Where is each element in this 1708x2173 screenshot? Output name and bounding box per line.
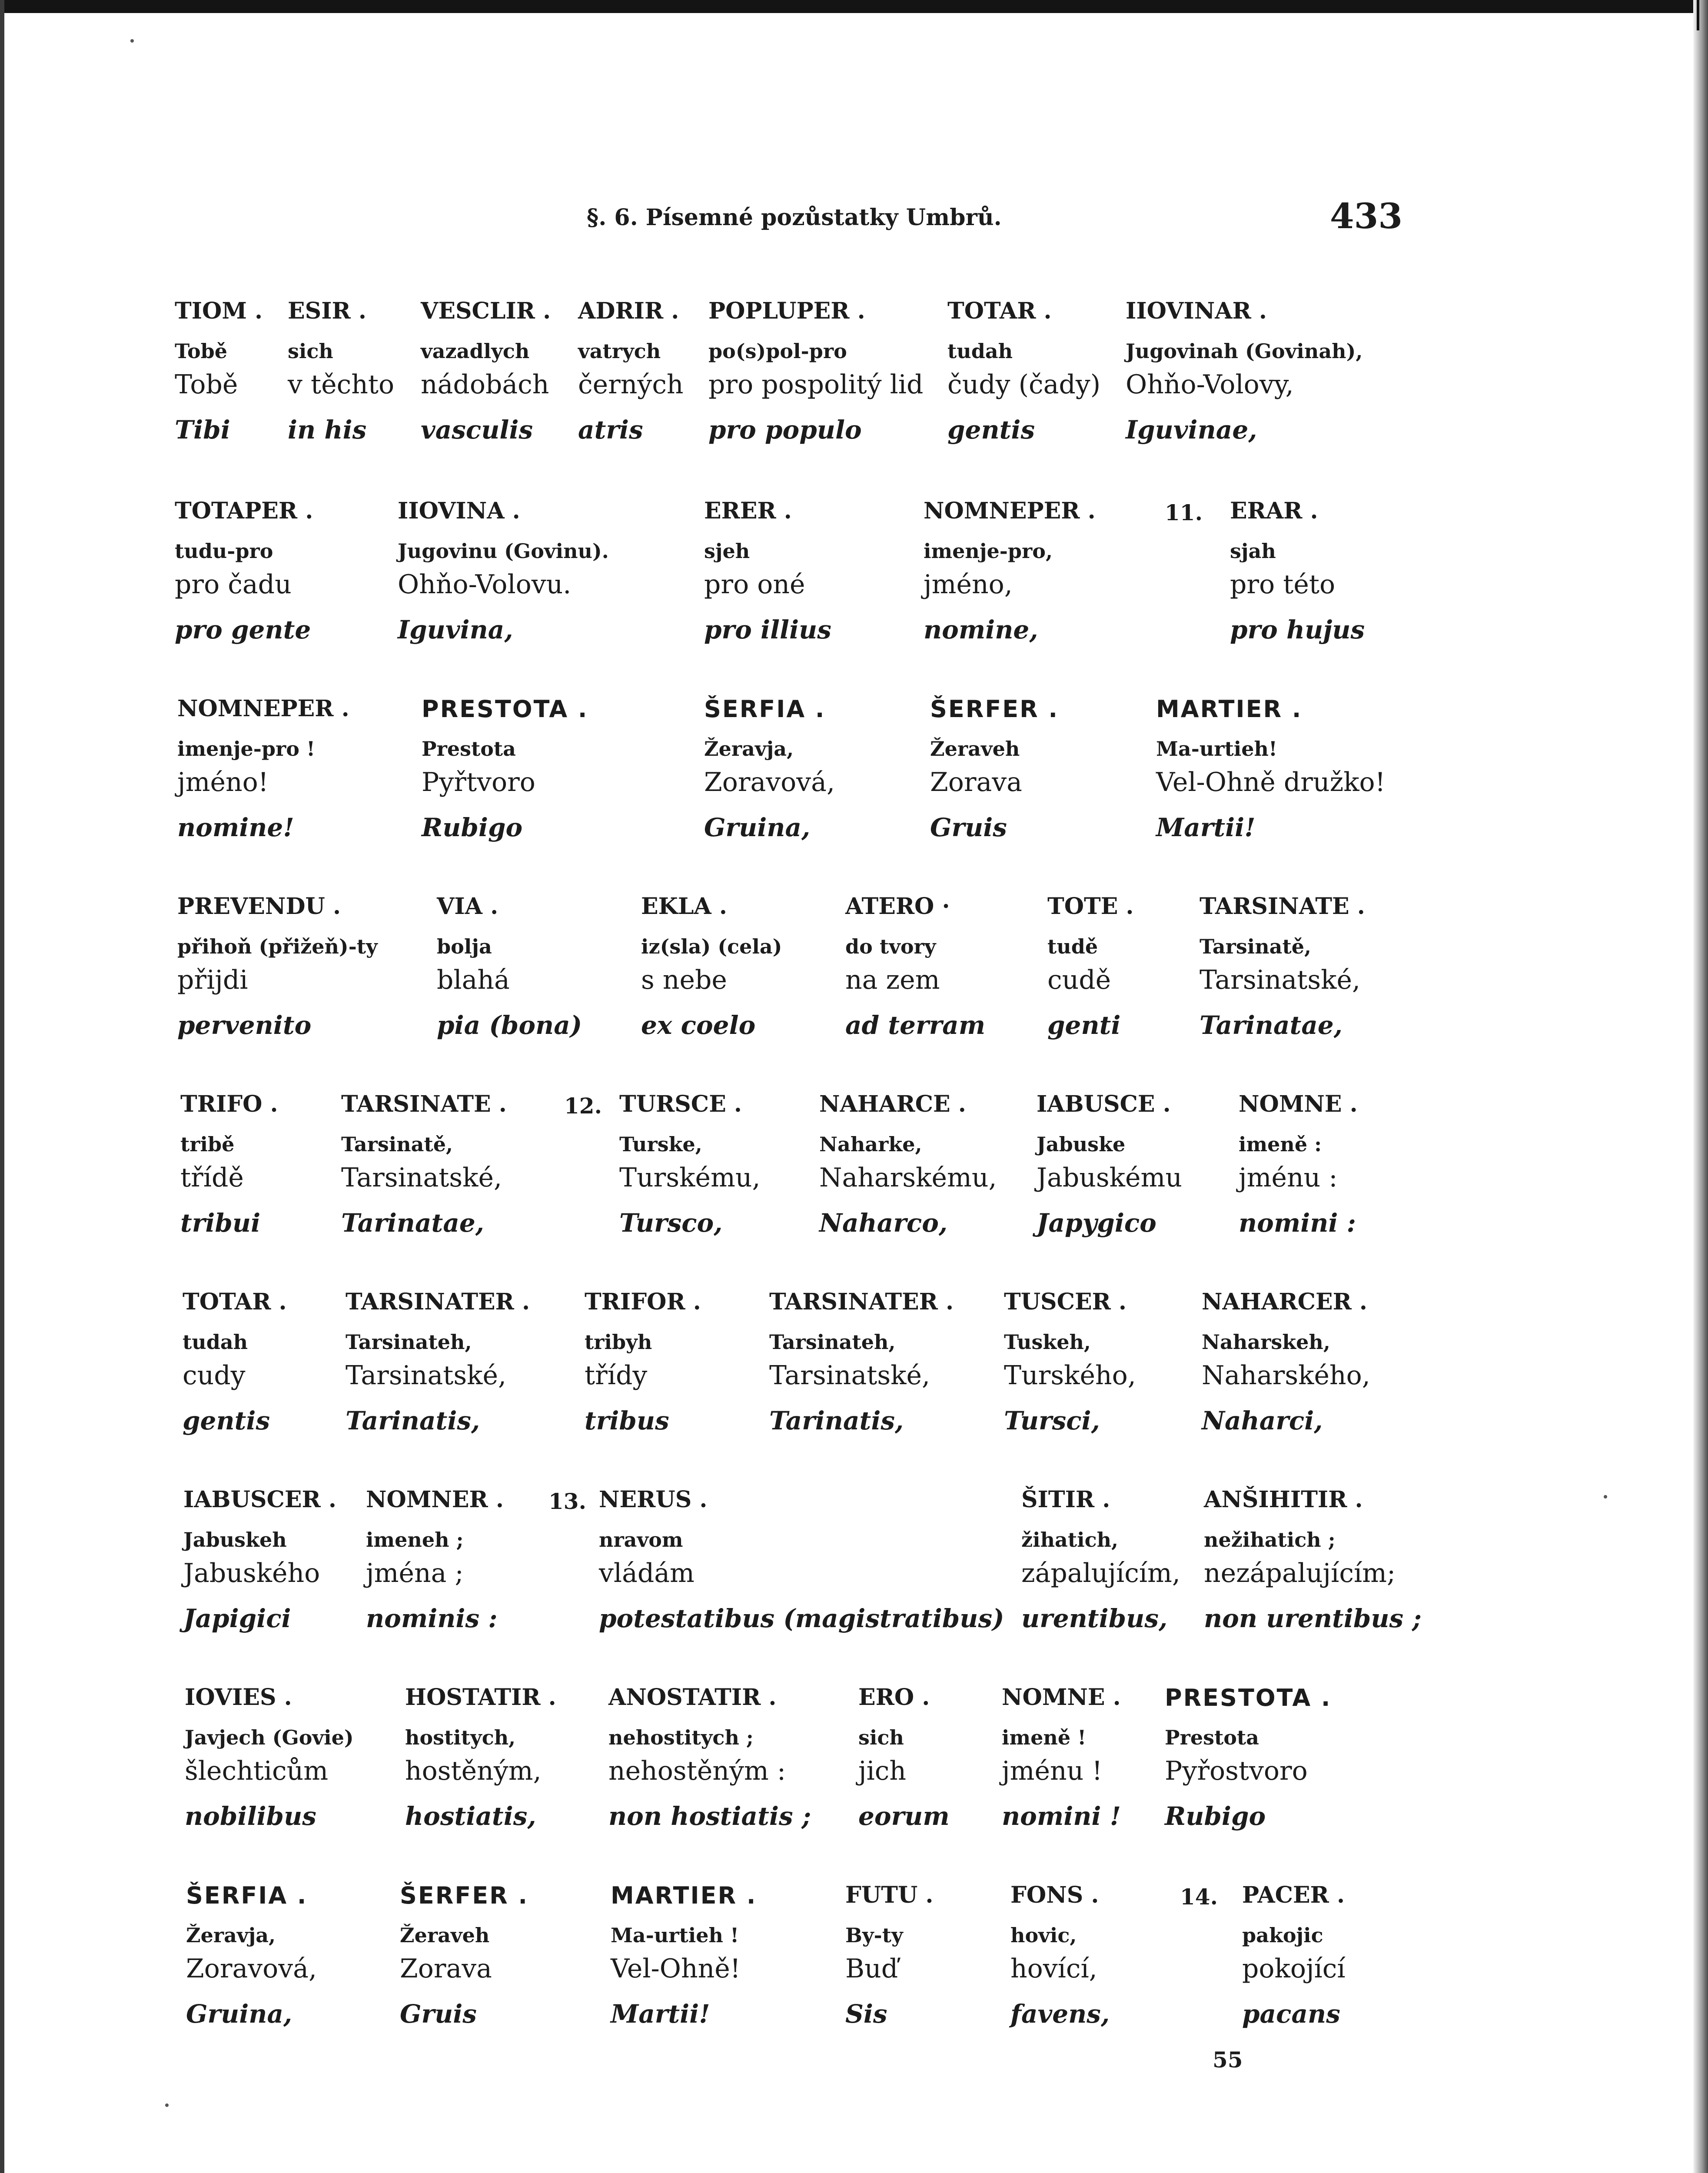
- latin-translation: favens,: [1010, 1999, 1110, 2029]
- czech-translation: hostěným,: [405, 1756, 542, 1786]
- latin-translation: eorum: [858, 1801, 950, 1831]
- phonetic-gloss: Naharskeh,: [1202, 1330, 1330, 1354]
- latin-translation: pro hujus: [1230, 615, 1365, 645]
- umbrian-word: TARSINATE .: [1200, 893, 1365, 920]
- umbrian-word: IIOVINA .: [398, 498, 520, 524]
- umbrian-word: ŠITIR .: [1021, 1486, 1110, 1513]
- umbrian-word: ESIR .: [288, 298, 366, 324]
- latin-translation: Naharci,: [1202, 1406, 1323, 1435]
- czech-translation: Vel-Ohně!: [611, 1954, 741, 1984]
- phonetic-gloss: imeně :: [1239, 1133, 1322, 1156]
- czech-translation: Zoravová,: [704, 767, 835, 797]
- latin-translation: non urentibus ;: [1204, 1604, 1422, 1633]
- latin-translation: nomine,: [924, 615, 1038, 645]
- umbrian-word: TOTAR .: [947, 298, 1052, 324]
- line-number: 14.: [1180, 1884, 1218, 1910]
- umbrian-word: PRESTOTA .: [422, 695, 588, 723]
- czech-translation: Zoravová,: [186, 1954, 317, 1984]
- latin-translation: Tarinatis,: [346, 1406, 480, 1435]
- czech-translation: Jabuskému: [1037, 1163, 1183, 1193]
- latin-translation: Iguvina,: [398, 615, 513, 645]
- phonetic-gloss: přihoň (přižeň)-ty: [177, 935, 378, 958]
- word-group-7: [0, 1484, 1708, 1658]
- czech-translation: Zorava: [930, 767, 1022, 797]
- umbrian-word: MARTIER .: [611, 1882, 757, 1909]
- phonetic-gloss: do tvory: [845, 935, 936, 958]
- czech-translation: Buď: [845, 1954, 898, 1984]
- czech-translation: Jabuského: [183, 1558, 320, 1588]
- czech-translation: zápalujícím,: [1021, 1558, 1180, 1588]
- line-number: 12.: [564, 1093, 602, 1119]
- phonetic-gloss: vatrych: [578, 339, 661, 363]
- czech-translation: pro pospolitý lid: [708, 369, 924, 400]
- czech-translation: jménu !: [1002, 1756, 1103, 1786]
- latin-translation: nobilibus: [185, 1801, 316, 1831]
- czech-translation: blahá: [437, 965, 510, 995]
- latin-translation: genti: [1047, 1010, 1121, 1040]
- word-group-9: [0, 1880, 1708, 2053]
- latin-translation: Tursco,: [619, 1208, 723, 1238]
- latin-translation: nomini !: [1002, 1801, 1121, 1831]
- latin-translation: pro illius: [704, 615, 831, 645]
- czech-translation: Ohňo-Volovu.: [398, 569, 572, 600]
- czech-translation: Pyřtvoro: [422, 767, 535, 797]
- line-number: 11.: [1165, 500, 1203, 525]
- umbrian-word: ATERO ·: [845, 893, 950, 920]
- latin-translation: nominis :: [366, 1604, 498, 1633]
- latin-translation: Tarinatae,: [1200, 1010, 1342, 1040]
- latin-translation: nomini :: [1239, 1208, 1356, 1238]
- phonetic-gloss: po(s)pol-pro: [708, 339, 847, 363]
- latin-translation: Japigici: [183, 1604, 291, 1633]
- phonetic-gloss: hostitych,: [405, 1726, 516, 1749]
- page-number: 433: [1330, 196, 1402, 236]
- phonetic-gloss: Naharke,: [819, 1133, 922, 1156]
- umbrian-word: TRIFOR .: [585, 1289, 701, 1315]
- umbrian-word: TARSINATER .: [346, 1289, 530, 1315]
- phonetic-gloss: Turske,: [619, 1133, 702, 1156]
- phonetic-gloss: Ma-urtieh !: [611, 1924, 739, 1947]
- phonetic-gloss: tribyh: [585, 1330, 652, 1354]
- phonetic-gloss: tudah: [183, 1330, 248, 1354]
- czech-translation: Tarsinatské,: [1200, 965, 1361, 995]
- phonetic-gloss: žihatich,: [1021, 1528, 1119, 1552]
- phonetic-gloss: vazadlych: [421, 339, 530, 363]
- phonetic-gloss: bolja: [437, 935, 492, 958]
- phonetic-gloss: Ma-urtieh!: [1156, 737, 1278, 761]
- umbrian-word: EKLA .: [641, 893, 727, 920]
- phonetic-gloss: Žeravja,: [704, 737, 794, 761]
- czech-translation: Turského,: [1004, 1360, 1136, 1391]
- latin-translation: Rubigo: [1165, 1801, 1266, 1831]
- umbrian-word: TIOM .: [175, 298, 263, 324]
- latin-translation: Gruis: [930, 813, 1007, 842]
- czech-translation: hovící,: [1010, 1954, 1097, 1984]
- latin-translation: Tursci,: [1004, 1406, 1100, 1435]
- czech-translation: nezápalujícím;: [1204, 1558, 1396, 1588]
- phonetic-gloss: Javjech (Govie): [185, 1726, 354, 1749]
- umbrian-word: IABUSCE .: [1037, 1091, 1171, 1117]
- signature-mark: 55: [1213, 2047, 1243, 2073]
- umbrian-word: HOSTATIR .: [405, 1684, 556, 1711]
- phonetic-gloss: Jugovinu (Govinu).: [398, 539, 609, 563]
- czech-translation: Turskému,: [619, 1163, 761, 1193]
- latin-translation: pia (bona): [437, 1010, 582, 1040]
- czech-translation: jméno,: [924, 569, 1013, 600]
- phonetic-gloss: By-ty: [845, 1924, 903, 1947]
- umbrian-word: POPLUPER .: [708, 298, 865, 324]
- phonetic-gloss: Jugovinah (Govinah),: [1126, 339, 1363, 363]
- phonetic-gloss: hovic,: [1010, 1924, 1077, 1947]
- paper-speck: [130, 39, 134, 43]
- czech-translation: na zem: [845, 965, 940, 995]
- umbrian-word: ŠERFIA .: [704, 695, 826, 723]
- czech-translation: pro čadu: [175, 569, 292, 600]
- latin-translation: Tibi: [175, 415, 230, 445]
- scan-edge-top: [0, 0, 1708, 13]
- czech-translation: jménu :: [1239, 1163, 1338, 1193]
- latin-translation: atris: [578, 415, 643, 445]
- umbrian-word: NAHARCER .: [1202, 1289, 1368, 1315]
- latin-translation: Gruis: [400, 1999, 477, 2029]
- page-header: [0, 196, 1708, 248]
- czech-translation: Vel-Ohně družko!: [1156, 767, 1386, 797]
- czech-translation: pokojící: [1242, 1954, 1346, 1984]
- czech-translation: třídy: [585, 1360, 648, 1391]
- latin-translation: Sis: [845, 1999, 887, 2029]
- czech-translation: pro této: [1230, 569, 1336, 600]
- phonetic-gloss: sich: [858, 1726, 904, 1749]
- phonetic-gloss: Jabuske: [1037, 1133, 1126, 1156]
- umbrian-word: TARSINATE .: [341, 1091, 507, 1117]
- phonetic-gloss: Prestota: [1165, 1726, 1259, 1749]
- umbrian-word: ANŠIHITIR .: [1204, 1486, 1363, 1513]
- phonetic-gloss: tribě: [180, 1133, 235, 1156]
- word-group-3: [0, 693, 1708, 867]
- czech-translation: Naharského,: [1202, 1360, 1370, 1391]
- umbrian-word: ERAR .: [1230, 498, 1318, 524]
- phonetic-gloss: nežihatich ;: [1204, 1528, 1336, 1552]
- czech-translation: jméno!: [177, 767, 269, 797]
- umbrian-word: NOMNER .: [366, 1486, 504, 1513]
- latin-translation: Gruina,: [704, 813, 811, 842]
- umbrian-word: FUTU .: [845, 1882, 934, 1908]
- umbrian-word: TOTAR .: [183, 1289, 287, 1315]
- phonetic-gloss: Žeravja,: [186, 1924, 276, 1947]
- czech-translation: nehostěným :: [608, 1756, 786, 1786]
- phonetic-gloss: tudah: [947, 339, 1013, 363]
- czech-translation: Zorava: [400, 1954, 492, 1984]
- phonetic-gloss: Žeraveh: [930, 737, 1020, 761]
- latin-translation: Rubigo: [422, 813, 523, 842]
- word-group-6: [0, 1286, 1708, 1460]
- umbrian-word: NOMNE .: [1002, 1684, 1121, 1711]
- phonetic-gloss: pakojic: [1242, 1924, 1323, 1947]
- umbrian-word: PRESTOTA .: [1165, 1684, 1332, 1711]
- phonetic-gloss: Prestota: [422, 737, 516, 761]
- word-group-4: [0, 891, 1708, 1065]
- latin-translation: pro gente: [175, 615, 311, 645]
- czech-translation: v těchto: [288, 369, 395, 400]
- latin-translation: Martii!: [1156, 813, 1256, 842]
- latin-translation: in his: [288, 415, 367, 445]
- umbrian-word: ADRIR .: [578, 298, 679, 324]
- czech-translation: s nebe: [641, 965, 727, 995]
- umbrian-word: ŠERFIA .: [186, 1882, 308, 1909]
- phonetic-gloss: imeně !: [1002, 1726, 1087, 1749]
- phonetic-gloss: imenje-pro,: [924, 539, 1053, 563]
- latin-translation: pro populo: [708, 415, 862, 445]
- umbrian-word: ERO .: [858, 1684, 930, 1711]
- latin-translation: pervenito: [177, 1010, 312, 1040]
- umbrian-word: ERER .: [704, 498, 792, 524]
- umbrian-word: MARTIER .: [1156, 695, 1303, 723]
- umbrian-word: TARSINATER .: [769, 1289, 954, 1315]
- phonetic-gloss: nehostitych ;: [608, 1726, 754, 1749]
- umbrian-word: TUSCER .: [1004, 1289, 1127, 1315]
- umbrian-word: PREVENDU .: [177, 893, 341, 920]
- phonetic-gloss: tudu-pro: [175, 539, 273, 563]
- phonetic-gloss: nravom: [599, 1528, 683, 1552]
- phonetic-gloss: Tuskeh,: [1004, 1330, 1091, 1354]
- umbrian-word: NOMNE .: [1239, 1091, 1358, 1117]
- latin-translation: tribus: [585, 1406, 669, 1435]
- umbrian-word: FONS .: [1010, 1882, 1099, 1908]
- umbrian-word: NAHARCE .: [819, 1091, 966, 1117]
- umbrian-word: PACER .: [1242, 1882, 1345, 1908]
- latin-translation: tribui: [180, 1208, 261, 1238]
- czech-translation: třídě: [180, 1163, 244, 1193]
- word-group-5: [0, 1089, 1708, 1263]
- latin-translation: potestatibus (magistratibus): [599, 1604, 1004, 1633]
- umbrian-word: NOMNEPER .: [177, 695, 349, 722]
- umbrian-word: TURSCE .: [619, 1091, 742, 1117]
- czech-translation: jména ;: [366, 1558, 464, 1588]
- latin-translation: vasculis: [421, 415, 533, 445]
- latin-translation: Iguvinae,: [1126, 415, 1257, 445]
- umbrian-word: NOMNEPER .: [924, 498, 1096, 524]
- phonetic-gloss: Tarsinateh,: [346, 1330, 472, 1354]
- latin-translation: gentis: [947, 415, 1035, 445]
- czech-translation: Tarsinatské,: [346, 1360, 507, 1391]
- umbrian-word: ŠERFER .: [930, 695, 1059, 723]
- umbrian-word: VESCLIR .: [421, 298, 551, 324]
- czech-translation: jich: [858, 1756, 907, 1786]
- line-number: 13.: [548, 1489, 586, 1514]
- word-group-1: [0, 296, 1708, 469]
- czech-translation: Tobě: [175, 369, 238, 400]
- umbrian-word: ŠERFER .: [400, 1882, 529, 1909]
- phonetic-gloss: sjah: [1230, 539, 1276, 563]
- umbrian-word: TOTAPER .: [175, 498, 313, 524]
- czech-translation: cudy: [183, 1360, 246, 1391]
- word-group-8: [0, 1682, 1708, 1856]
- umbrian-word: TRIFO .: [180, 1091, 278, 1117]
- scan-edge-mark: [1697, 0, 1699, 30]
- latin-translation: urentibus,: [1021, 1604, 1168, 1633]
- phonetic-gloss: Tarsinateh,: [769, 1330, 896, 1354]
- czech-translation: pro oné: [704, 569, 805, 600]
- czech-translation: vládám: [599, 1558, 694, 1588]
- phonetic-gloss: imenje-pro !: [177, 737, 316, 761]
- umbrian-word: IABUSCER .: [183, 1486, 336, 1513]
- czech-translation: černých: [578, 369, 684, 400]
- umbrian-word: IIOVINAR .: [1126, 298, 1267, 324]
- czech-translation: Tarsinatské,: [341, 1163, 502, 1193]
- phonetic-gloss: sjeh: [704, 539, 750, 563]
- umbrian-word: ANOSTATIR .: [608, 1684, 777, 1711]
- latin-translation: Tarinatis,: [769, 1406, 904, 1435]
- paper-speck: [165, 2103, 169, 2107]
- umbrian-word: NERUS .: [599, 1486, 708, 1513]
- phonetic-gloss: tudě: [1047, 935, 1098, 958]
- latin-translation: Martii!: [611, 1999, 710, 2029]
- latin-translation: ex coelo: [641, 1010, 756, 1040]
- latin-translation: gentis: [183, 1406, 270, 1435]
- phonetic-gloss: imeneh ;: [366, 1528, 464, 1552]
- umbrian-word: IOVIES .: [185, 1684, 292, 1711]
- phonetic-gloss: Jabuskeh: [183, 1528, 287, 1552]
- latin-translation: Tarinatae,: [341, 1208, 484, 1238]
- latin-translation: pacans: [1242, 1999, 1340, 2029]
- latin-translation: non hostiatis ;: [608, 1801, 811, 1831]
- latin-translation: ad terram: [845, 1010, 986, 1040]
- czech-translation: nádobách: [421, 369, 549, 400]
- czech-translation: Naharskému,: [819, 1163, 997, 1193]
- czech-translation: cudě: [1047, 965, 1111, 995]
- czech-translation: čudy (čady): [947, 369, 1101, 400]
- phonetic-gloss: Tobě: [175, 339, 228, 363]
- czech-translation: přijdi: [177, 965, 248, 995]
- latin-translation: Gruina,: [186, 1999, 292, 2029]
- czech-translation: šlechticům: [185, 1756, 329, 1786]
- phonetic-gloss: Žeraveh: [400, 1924, 490, 1947]
- latin-translation: hostiatis,: [405, 1801, 536, 1831]
- phonetic-gloss: iz(sla) (cela): [641, 935, 782, 958]
- latin-translation: Japygico: [1037, 1208, 1156, 1238]
- phonetic-gloss: sich: [288, 339, 333, 363]
- czech-translation: Ohňo-Volovy,: [1126, 369, 1294, 400]
- phonetic-gloss: Tarsinatě,: [341, 1133, 453, 1156]
- umbrian-word: VIA .: [437, 893, 498, 920]
- word-group-2: [0, 495, 1708, 669]
- phonetic-gloss: Tarsinatě,: [1200, 935, 1312, 958]
- latin-translation: nomine!: [177, 813, 294, 842]
- czech-translation: Tarsinatské,: [769, 1360, 930, 1391]
- running-title: §. 6. Písemné pozůstatky Umbrů.: [587, 204, 1002, 231]
- umbrian-word: TOTE .: [1047, 893, 1134, 920]
- latin-translation: Naharco,: [819, 1208, 948, 1238]
- czech-translation: Pyřostvoro: [1165, 1756, 1308, 1786]
